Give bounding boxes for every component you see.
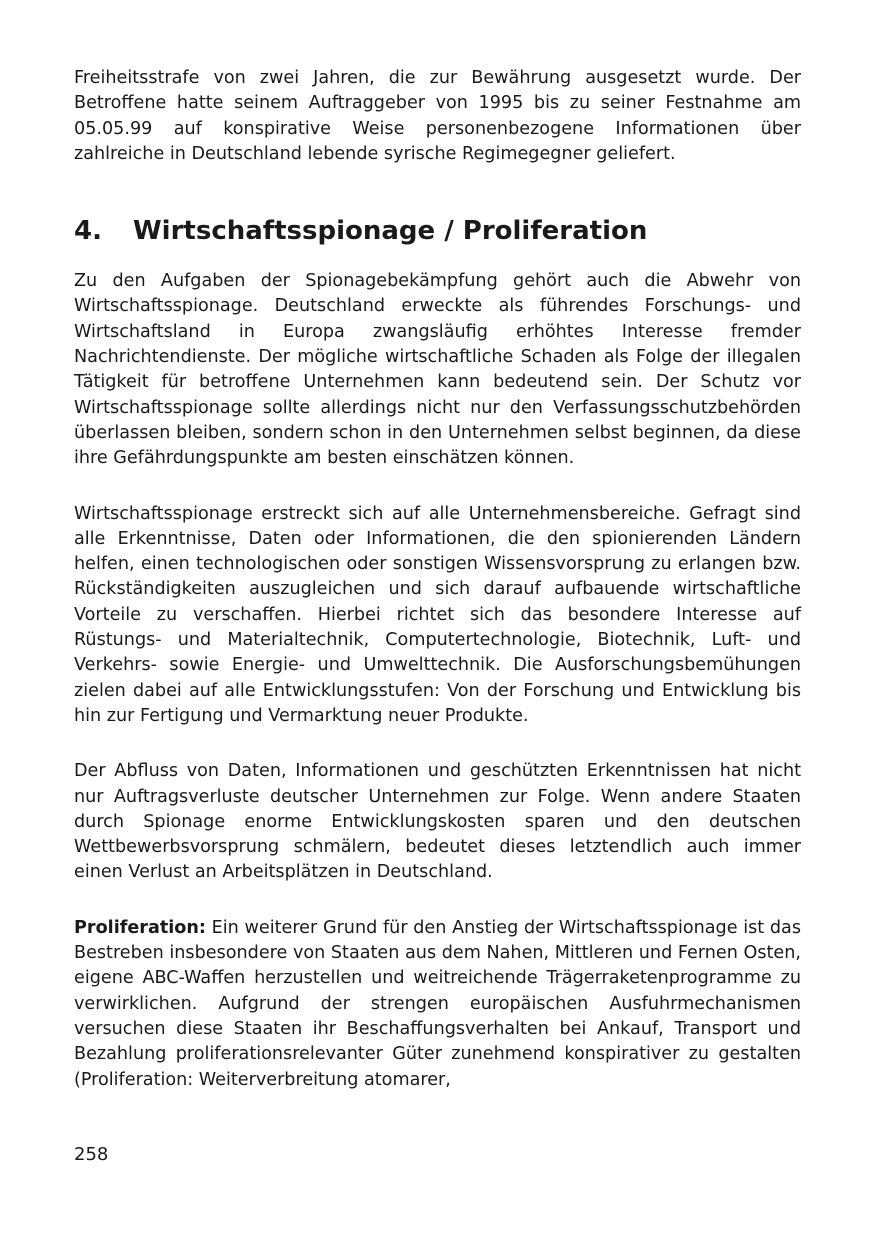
section-title: Wirtschaftsspionage / Proliferation [133,216,648,247]
proliferation-paragraph [74,916,801,1093]
page-number: 258 [74,1144,109,1165]
proliferation-text: Ein weiterer Grund für den Anstieg der Wirtschaftsspionage ist das Bestreben insbesondere von Staaten aus dem Nahen, Mittleren und Fernen Osten, eigene ABC-Waffen herzustellen und weitreichende Trägerraketenprogramme zu verwirklichen. Aufgrund der strengen europäischen Ausfuhrmechanismen versuchen diese Staaten ihr Beschaffungsverhalten bei Ankauf, Transport und Bezahlung proliferationsrelevanter Güter zunehmend konspirativer zu gestalten (Proliferation: Weiterverbreitung atomarer, [74,917,801,1090]
proliferation-lead: Proliferation: [74,917,206,938]
intro-paragraph: Freiheitsstrafe von zwei Jahren, die zur Bewährung ausgesetzt wurde. Der Betroffene hatte seinem Auftraggeber von 1995 bis zu seiner Festnahme am 05.05.99 auf konspirative Weise personenbezogene Informationen über zahlreiche in Deutschland lebende syrische Regimegegner geliefert. [74,68,801,164]
section-heading [74,215,801,247]
body-paragraph-3: Der Abfluss von Daten, Informationen und geschützten Erkenntnissen hat nicht nur Auftragsverluste deutscher Unternehmen zur Folge. Wenn andere Staaten durch Spionage enorme Entwicklungskosten sparen und den deutschen Wettbewerbsvorsprung schmälern, bedeutet dieses letztendlich auch immer einen Verlust an Arbeitsplätzen in Deutschland. [74,761,801,883]
section-number: 4. [74,216,102,247]
document-page [74,66,801,1093]
body-paragraph-2: Wirtschaftsspionage erstreckt sich auf alle Unternehmensbereiche. Gefragt sind alle Erkenntnisse, Daten oder Informationen, die den spionierenden Ländern helfen, einen technologischen oder sonstigen Wissensvorsprung zu erlangen bzw. Rückständigkeiten auszugleichen und sich darauf aufbauende wirtschaftliche Vorteile zu verschaffen. Hierbei richtet sich das besondere Interesse auf Rüstungs- und Materialtechnik, Computertechnologie, Biotechnik, Luft- und Verkehrs- sowie Energie- und Umwelttechnik. Die Ausforschungsbemühungen zielen dabei auf alle Entwicklungsstufen: Von der Forschung und Entwicklung bis hin zur Fertigung und Vermarktung neuer Produkte. [74,503,801,726]
body-paragraph-1: Zu den Aufgaben der Spionagebekämpfung gehört auch die Abwehr von Wirtschaftsspionage. Deutschland erweckte als führendes Forschungs- und Wirtschaftsland in Europa zwangsläufig erhöhtes Interesse fremder Nachrichtendienste. Der mögliche wirtschaftliche Schaden als Folge der illegalen Tätigkeit für betroffene Unternehmen kann bedeutend sein. Der Schutz vor Wirtschaftsspionage sollte allerdings nicht nur den Verfassungsschutzbehörden überlassen bleiben, sondern schon in den Unternehmen selbst beginnen, da diese ihre Gefährdungspunkte am besten einschätzen können. [74,271,801,469]
